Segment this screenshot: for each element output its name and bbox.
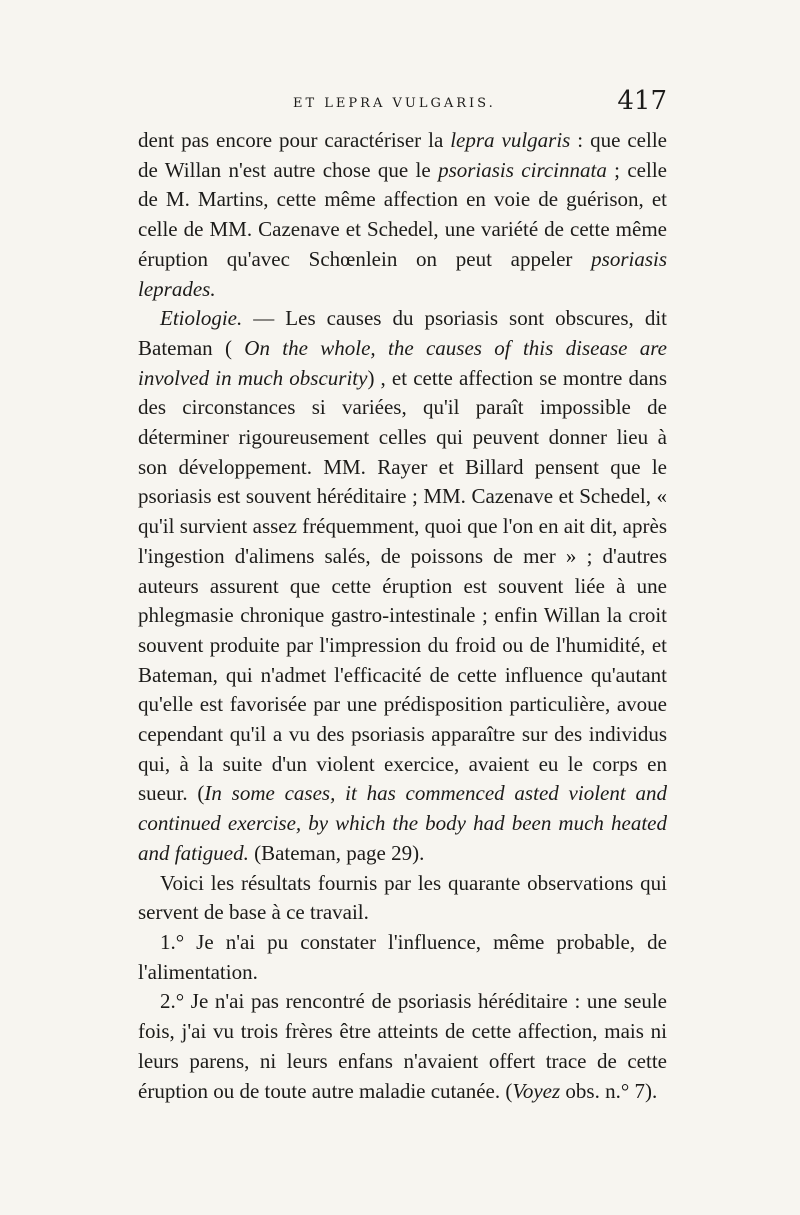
text-run: : que celle de Willan n'est autre chose que le [138,128,667,182]
italic-run: On the whole, the causes of this disease are involved in much obscurity [138,335,667,390]
paragraph [138,126,667,304]
italic-run: psoriasis leprades. [138,246,667,301]
italic-run: Etiologie. [160,306,243,331]
italic-run: lepra vulgaris [450,128,571,152]
text-run: Voici les résultats fournis par les quarante observations qui servent de base à ce travail. [138,870,667,925]
italic-run: Voyez [512,1078,561,1103]
running-title: ET LEPRA VULGARIS. [293,96,496,111]
text-run: ) , et cette affection se montre dans des circonstances si variées, qu'il paraît impossible de déterminer rigoureusement celles qui peuvent donner lieu à son développement. MM. Rayer et Billard pensent que le psoriasis est souvent héréditaire ; MM. Cazenave et Schedel, « qu'il survient assez fréquemment, quoi que l'on en ait dit, après l'ingestion d'alimens salés, de poissons de mer » ; d'autres auteurs assurent que cette éruption est souvent liée à une phlegmasie chronique gastro-intestinale ; enfin Willan la croit souvent produite par l'impression du froid ou de l'humidité, et Bateman, qui n'admet l'efficacité de cette influence qu'autant qu'elle est favorisée par une prédisposition particulière, avoue cependant qu'il a vu des psoriasis apparaître sur des individus qui, à la suite d'un violent exercice, avaient eu le corps en sueur. ( [138,365,667,806]
paragraph [138,987,667,1106]
text-run: (Bateman, page 29). [248,840,425,865]
page-number: 417 [617,86,667,116]
italic-run: psoriasis circinnata [438,157,607,182]
text-run: 2.° Je n'ai pas rencontré de psoriasis héréditaire : une seule fois, j'ai vu trois frères être atteints de cette affection, mais ni leurs parens, ni leurs enfans n'avaient offert trace de cette éruption ou de toute autre maladie cutanée. ( [138,989,667,1103]
paragraph [138,304,667,868]
text-run: — Les causes du psoriasis sont obscures, dit Bateman ( [138,306,667,360]
text-run: dent pas encore pour caractériser la [138,128,451,152]
text-run: 1.° Je n'ai pu constater l'influence, même probable, de l'alimentation. [138,929,667,984]
italic-run: In some cases, it has commenced asted violent and continued exercise, by which the body had been much heated and fatigued. [138,781,667,865]
body-text [138,126,667,1106]
text-run: obs. n.° 7). [560,1078,658,1103]
paragraph [138,928,667,987]
text-run: ; celle de M. Martins, cette même affection en voie de guérison, et celle de MM. Cazenave et Schedel, une variété de cette même éruption qu'avec Schœnlein on peut appeler [138,157,667,271]
running-head [138,86,667,126]
paragraph [138,869,667,928]
